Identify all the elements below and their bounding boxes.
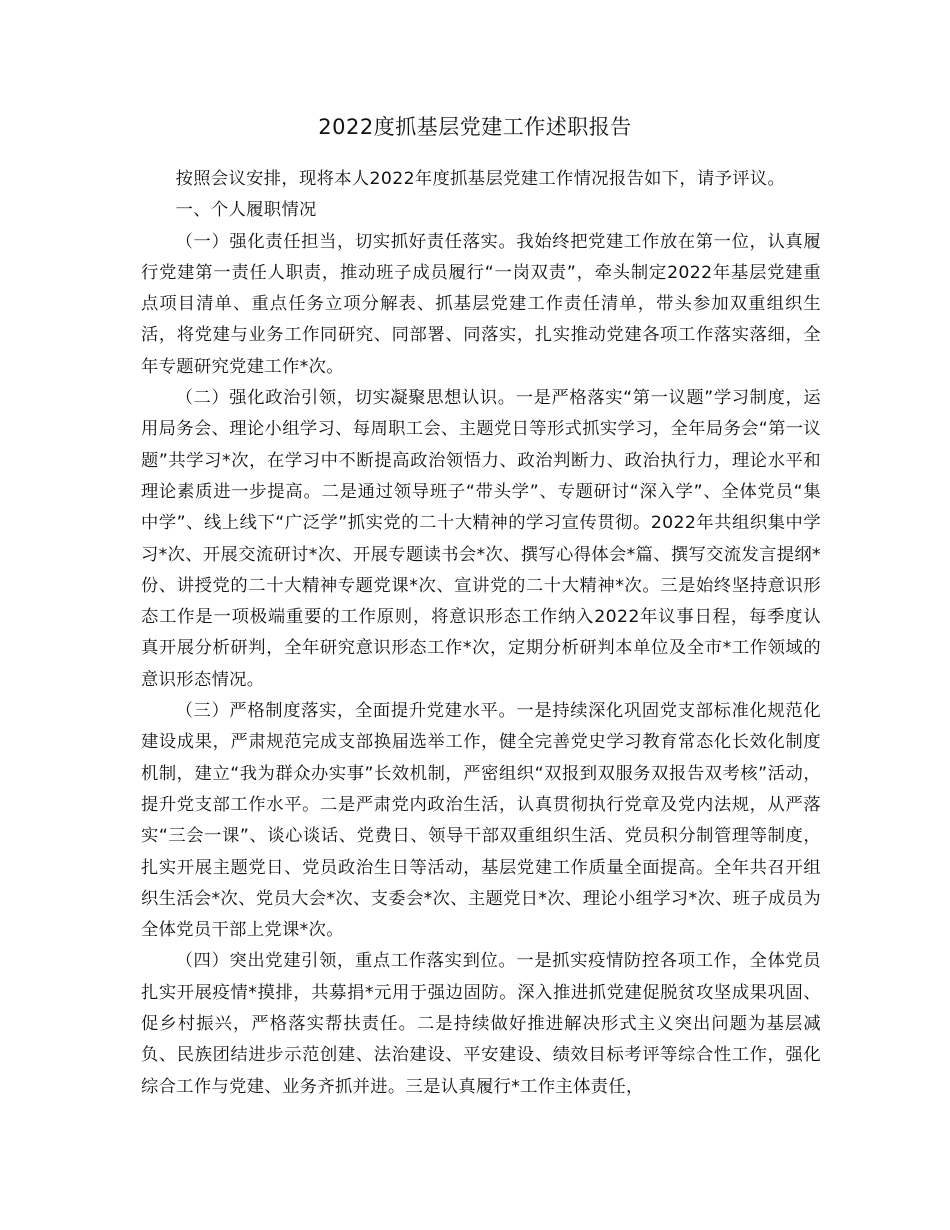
paragraph-item-2: （二）强化政治引领，切实凝聚思想认识。一是严格落实“第一议题”学习制度，运用局务会、理论小组学习、每周职工会、主题党日等形式抓实学习，全年局务会“第一议题”共学习*次，在学习中不断提高政治领悟力、政治判断力、政治执行力，理论水平和理论素质进一步提高。二是通过领导班子“带头学”、专题研讨“深入学”、全体党员“集中学”、线上线下“广泛学”抓实党的二十大精神的学习宣传贯彻。2022年共组织集中学习*次、开展交流研讨*次、开展专题读书会*次、撰写心得体会*篇、撰写交流发言提纲*份、讲授党的二十大精神专题党课*次、宣讲党的二十大精神*次。三是始终坚持意识形态工作是一项极端重要的工作原则，将意识形态工作纳入2022年议事日程，每季度认真开展分析研判，全年研究意识形态工作*次，定期分析研判本单位及全市*工作领域的意识形态情况。 xyxy=(141,388,821,690)
paragraph-item-4: （四）突出党建引领，重点工作落实到位。一是抓实疫情防控各项工作，全体党员扎实开展疫情*摸排，共募捐*元用于强边固防。深入推进抓党建促脱贫攻坚成果巩固、促乡村振兴，严格落实帮扶责任。二是持续做好推进解决形式主义突出问题为基层减负、民族团结进步示范创建、法治建设、平安建设、绩效目标考评等综合性工作，强化综合工作与党建、业务齐抓并进。三是认真履行*工作主体责任， xyxy=(141,951,821,1097)
document-body xyxy=(141,164,821,1103)
paragraph-intro: 按照会议安排，现将本人2022年度抓基层党建工作情况报告如下，请予评议。 xyxy=(175,169,786,189)
paragraph-item-1: （一）强化责任担当，切实抓好责任落实。我始终把党建工作放在第一位，认真履行党建第一责任人职责，推动班子成员履行“一岗双责”，牵头制定2022年基层党建重点项目清单、重点任务立项分解表、抓基层党建工作责任清单，带头参加双重组织生活，将党建与业务工作同研究、同部署、同落实，扎实推动党建各项工作落实落细，全年专题研究党建工作*次。 xyxy=(141,231,821,377)
paragraph-item-3: （三）严格制度落实，全面提升党建水平。一是持续深化巩固党支部标准化规范化建设成果，严肃规范完成支部换届选举工作，健全完善党史学习教育常态化长效化制度机制，建立“我为群众办实事”长效机制，严密组织“双报到双服务双报告双考核”活动，提升党支部工作水平。二是严肃党内政治生活，认真贯彻执行党章及党内法规，从严落实“三会一课”、谈心谈话、党费日、领导干部双重组织生活、党员积分制管理等制度，扎实开展主题党日、党员政治生日等活动，基层党建工作质量全面提高。全年共召开组织生活会*次、党员大会*次、支委会*次、主题党日*次、理论小组学习*次、班子成员为全体党员干部上党课*次。 xyxy=(141,701,821,941)
section-heading: 一、个人履职情况 xyxy=(175,200,317,221)
document-title: 2022度抓基层党建工作述职报告 xyxy=(318,115,632,139)
